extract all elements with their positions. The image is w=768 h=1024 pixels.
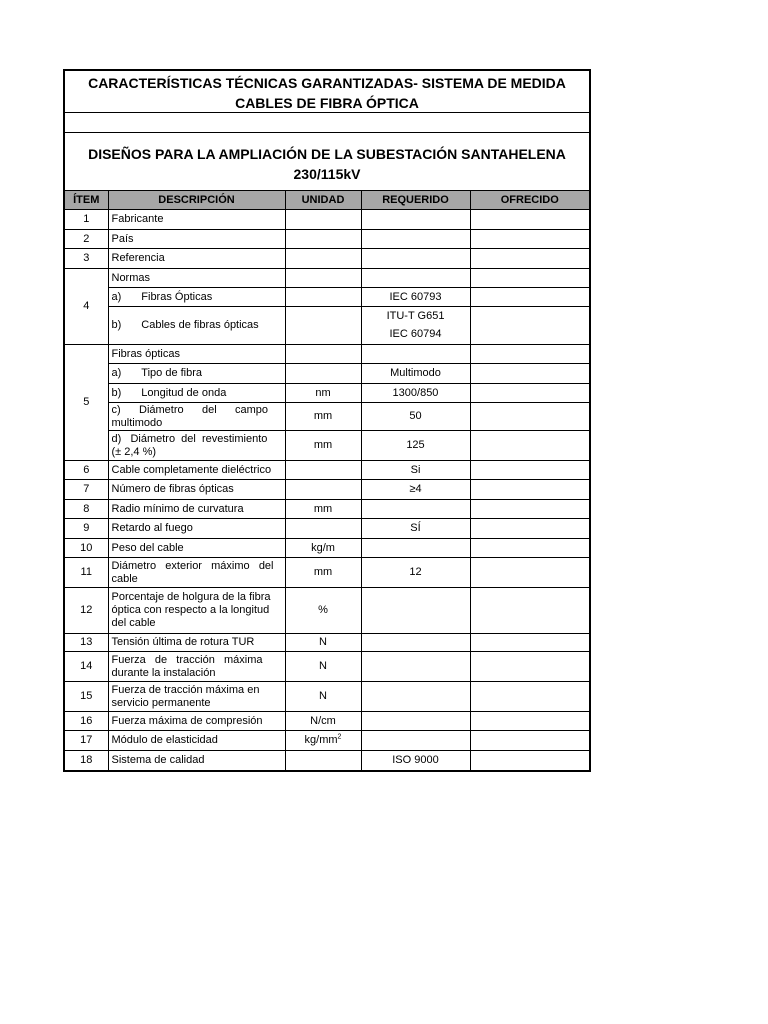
table-row — [65, 269, 589, 288]
unit-cell: mm — [285, 431, 361, 461]
required-cell — [361, 269, 470, 288]
description-cell — [108, 288, 285, 307]
required-cell: ITU-T G651 — [361, 307, 470, 326]
description-cell — [108, 384, 285, 403]
required-cell: IEC 60793 — [361, 288, 470, 307]
unit-cell — [285, 210, 361, 230]
subtitle-line-1: DISEÑOS PARA LA AMPLIACIÓN DE LA SUBESTACIÓN SANTAHELENA — [88, 146, 566, 162]
table-row — [65, 345, 589, 364]
offered-cell[interactable] — [470, 682, 589, 712]
offered-cell[interactable] — [470, 403, 589, 431]
offered-cell[interactable] — [470, 500, 589, 519]
unit-text: kg/mm — [304, 734, 338, 746]
unit-cell — [285, 288, 361, 307]
unit-cell: mm — [285, 500, 361, 519]
description-cell: Peso del cable — [108, 539, 285, 558]
table-row — [65, 288, 589, 307]
table-row — [65, 249, 589, 269]
unit-superscript: 2 — [337, 733, 342, 741]
item-number: 8 — [65, 500, 108, 519]
title-line-1: CARACTERÍSTICAS TÉCNICAS GARANTIZADAS- SISTEMA DE MEDIDA — [88, 75, 566, 91]
table-row — [65, 500, 589, 519]
table-row — [65, 588, 589, 634]
table-row — [65, 751, 589, 770]
unit-cell: N — [285, 682, 361, 712]
offered-cell[interactable] — [470, 461, 589, 480]
offered-cell[interactable] — [470, 230, 589, 249]
item-number: 1 — [65, 210, 108, 230]
item-number: 14 — [65, 652, 108, 682]
required-cell — [361, 712, 470, 731]
required-cell: SÍ — [361, 519, 470, 539]
sub-description: Fibras Ópticas — [141, 290, 213, 303]
sub-description: Longitud de onda — [141, 386, 227, 399]
required-cell — [361, 682, 470, 712]
required-cell — [361, 210, 470, 230]
item-number: 7 — [65, 480, 108, 500]
specification-sheet — [63, 69, 591, 772]
title-line-2: CABLES DE FIBRA ÓPTICA — [235, 95, 419, 111]
table-row — [65, 431, 589, 461]
offered-cell[interactable] — [470, 307, 589, 345]
table-header-row — [65, 191, 589, 210]
offered-cell[interactable] — [470, 364, 589, 384]
unit-cell — [285, 731, 361, 751]
col-header-ofrecido: OFRECIDO — [470, 191, 589, 210]
offered-cell[interactable] — [470, 345, 589, 364]
description-line: (± 2,4 %) — [111, 445, 157, 458]
item-number: 18 — [65, 751, 108, 770]
item-number: 11 — [65, 558, 108, 588]
required-cell — [361, 634, 470, 652]
description-cell — [108, 588, 285, 634]
unit-cell — [285, 519, 361, 539]
table-row — [65, 682, 589, 712]
required-cell: 12 — [361, 558, 470, 588]
description-cell: Fuerza máxima de compresión — [108, 712, 285, 731]
unit-cell: mm — [285, 558, 361, 588]
offered-cell[interactable] — [470, 634, 589, 652]
description-cell — [108, 431, 285, 461]
sub-description: Tipo de fibra — [141, 367, 203, 379]
unit-cell — [285, 461, 361, 480]
unit-cell — [285, 249, 361, 269]
sub-label: b) — [111, 319, 122, 331]
required-cell: Multimodo — [361, 364, 470, 384]
item-number: 4 — [65, 269, 108, 345]
col-header-descripcion: DESCRIPCIÓN — [108, 191, 285, 210]
required-cell — [361, 652, 470, 682]
description-cell — [108, 682, 285, 712]
offered-cell[interactable] — [470, 652, 589, 682]
description-line: multimodo — [111, 416, 163, 429]
description-line: servicio permanente — [111, 696, 211, 709]
description-cell: Tensión última de rotura TUR — [108, 634, 285, 652]
item-number: 5 — [65, 345, 108, 461]
blank-row — [65, 113, 589, 133]
table-row — [65, 364, 589, 384]
unit-cell — [285, 345, 361, 364]
item-number: 3 — [65, 249, 108, 269]
offered-cell[interactable] — [470, 269, 589, 288]
required-cell: 50 — [361, 403, 470, 431]
table-row — [65, 558, 589, 588]
description-cell — [108, 307, 285, 345]
unit-cell — [285, 480, 361, 500]
item-number: 13 — [65, 634, 108, 652]
description-line: cable — [111, 572, 138, 585]
required-cell — [361, 500, 470, 519]
table-row — [65, 519, 589, 539]
description-line: óptica con respecto a la longitud — [111, 604, 270, 616]
table-row — [65, 634, 589, 652]
col-header-unidad: UNIDAD — [285, 191, 361, 210]
description-line: durante la instalación — [111, 666, 216, 679]
sub-label: b) — [111, 386, 122, 399]
description-cell — [108, 558, 285, 588]
required-cell: ≥4 — [361, 480, 470, 500]
offered-cell[interactable] — [470, 731, 589, 751]
description-cell: País — [108, 230, 285, 249]
description-line: c) Diámetro del campo — [111, 403, 268, 416]
description-cell: Módulo de elasticidad — [108, 731, 285, 751]
description-cell: Normas — [108, 269, 285, 288]
item-number: 12 — [65, 588, 108, 634]
description-cell: Número de fibras ópticas — [108, 480, 285, 500]
sub-description: Cables de fibras ópticas — [141, 319, 259, 331]
description-line: Fuerza de tracción máxima en — [111, 683, 260, 696]
item-number: 17 — [65, 731, 108, 751]
col-header-requerido: REQUERIDO — [361, 191, 470, 210]
offered-cell[interactable] — [470, 558, 589, 588]
description-cell: Sistema de calidad — [108, 751, 285, 770]
table-row — [65, 461, 589, 480]
item-number: 15 — [65, 682, 108, 712]
table-row — [65, 403, 589, 431]
description-line: Porcentaje de holgura de la fibra — [111, 591, 271, 603]
spec-table — [65, 191, 589, 770]
description-line: Diámetro exterior máximo del — [111, 559, 274, 572]
unit-cell: N — [285, 652, 361, 682]
unit-cell: N — [285, 634, 361, 652]
offered-cell[interactable] — [470, 288, 589, 307]
required-cell: IEC 60794 — [361, 326, 470, 345]
required-cell — [361, 345, 470, 364]
required-cell — [361, 230, 470, 249]
description-line: d) Diámetro del revestimiento — [111, 432, 268, 445]
description-cell — [108, 652, 285, 682]
item-number: 16 — [65, 712, 108, 731]
unit-cell — [285, 230, 361, 249]
offered-cell[interactable] — [470, 751, 589, 770]
table-row — [65, 307, 589, 326]
description-cell: Radio mínimo de curvatura — [108, 500, 285, 519]
required-cell: ISO 9000 — [361, 751, 470, 770]
unit-cell — [285, 751, 361, 770]
unit-cell: % — [285, 588, 361, 634]
description-cell — [108, 403, 285, 431]
sub-label: a) — [111, 367, 122, 379]
required-cell: 1300/850 — [361, 384, 470, 403]
table-row — [65, 712, 589, 731]
item-number: 10 — [65, 539, 108, 558]
document-subtitle — [65, 133, 589, 191]
table-row — [65, 731, 589, 751]
offered-cell[interactable] — [470, 431, 589, 461]
document-title — [65, 71, 589, 113]
offered-cell[interactable] — [470, 519, 589, 539]
description-cell: Fabricante — [108, 210, 285, 230]
table-row — [65, 539, 589, 558]
item-number: 6 — [65, 461, 108, 480]
description-cell: Fibras ópticas — [108, 345, 285, 364]
offered-cell[interactable] — [470, 210, 589, 230]
unit-cell — [285, 269, 361, 288]
offered-cell[interactable] — [470, 588, 589, 634]
offered-cell[interactable] — [470, 539, 589, 558]
required-cell: 125 — [361, 431, 470, 461]
subtitle-line-2: 230/115kV — [293, 166, 361, 182]
table-row — [65, 652, 589, 682]
required-cell: Si — [361, 461, 470, 480]
offered-cell[interactable] — [470, 712, 589, 731]
item-number: 2 — [65, 230, 108, 249]
unit-cell: mm — [285, 403, 361, 431]
description-cell — [108, 364, 285, 384]
sub-label: a) — [111, 290, 122, 303]
offered-cell[interactable] — [470, 249, 589, 269]
offered-cell[interactable] — [470, 480, 589, 500]
unit-cell: kg/m — [285, 539, 361, 558]
table-row — [65, 384, 589, 403]
required-cell — [361, 731, 470, 751]
item-number: 9 — [65, 519, 108, 539]
description-cell: Retardo al fuego — [108, 519, 285, 539]
required-cell — [361, 539, 470, 558]
unit-cell: nm — [285, 384, 361, 403]
required-cell — [361, 249, 470, 269]
description-line: Fuerza de tracción máxima — [111, 653, 263, 666]
required-cell — [361, 588, 470, 634]
unit-cell: N/cm — [285, 712, 361, 731]
table-row — [65, 480, 589, 500]
unit-cell — [285, 364, 361, 384]
description-cell: Referencia — [108, 249, 285, 269]
description-line: del cable — [111, 617, 156, 629]
col-header-item: ÍTEM — [65, 191, 108, 210]
table-row — [65, 210, 589, 230]
table-row — [65, 230, 589, 249]
unit-cell — [285, 307, 361, 345]
description-cell: Cable completamente dieléctrico — [108, 461, 285, 480]
offered-cell[interactable] — [470, 384, 589, 403]
